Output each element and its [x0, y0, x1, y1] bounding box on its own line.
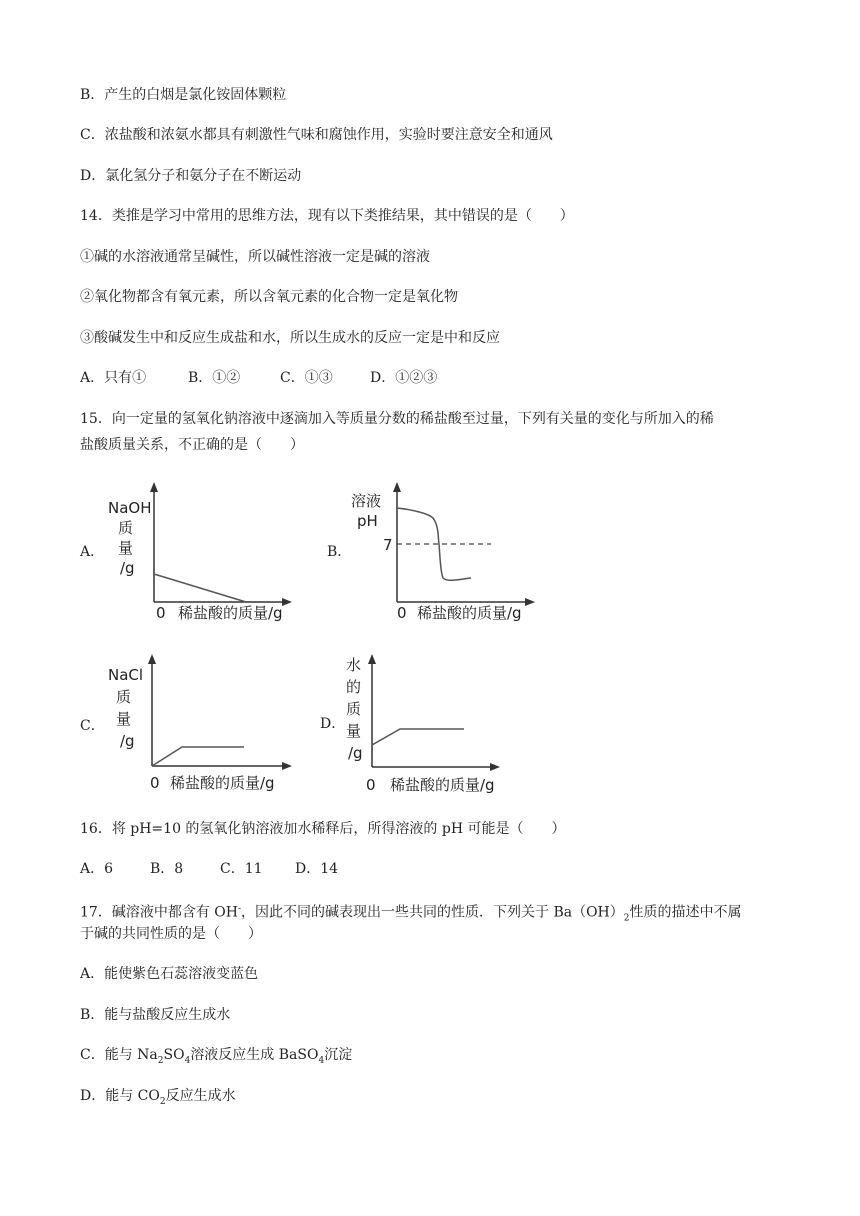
q17-c-part-a: C．能与 Na [80, 1047, 158, 1063]
graph-b-origin: 0 [397, 604, 407, 622]
graph-d-y-arrow [368, 654, 376, 664]
q16-option-b: B．8 [150, 861, 184, 877]
q17-c-sub-3: 4 [318, 1055, 325, 1066]
q14-option-a: A．只有① [80, 370, 147, 386]
graph-c-ylabel-2: 质 [116, 688, 132, 706]
q16-stem: 16．将 pH=10 的氢氧化钠溶液加水稀释后，所得溶液的 pH 可能是（ ） [80, 821, 566, 837]
graph-a-origin: 0 [156, 604, 166, 622]
q17-option-c [80, 1045, 352, 1071]
graph-d-origin: 0 [366, 776, 376, 794]
q15-graph-a-label: A． [80, 544, 105, 560]
graph-d-curve [372, 729, 464, 745]
q17-stem-sup: - [237, 904, 241, 914]
q16-option-a: A．6 [80, 861, 114, 877]
q17-stem-sub: 2 [623, 913, 630, 924]
q14-option-b: B．①② [188, 370, 241, 386]
q15-graph-b [345, 478, 545, 624]
q17-c-part-d: 沉淀 [324, 1047, 353, 1063]
graph-c-origin: 0 [150, 774, 160, 792]
q16-option-c: C．11 [220, 861, 263, 877]
q17-c-part-c: 溶液反应生成 BaSO [190, 1047, 319, 1063]
graph-d-x-arrow [490, 763, 500, 771]
graph-c-ylabel-4: /g [120, 732, 135, 750]
graph-c-ylabel-3: 量 [116, 710, 132, 728]
graph-a-ylabel-2: 质 [118, 519, 134, 537]
graph-a-xlabel: 稀盐酸的质量/g [178, 604, 283, 622]
q17-c-part-b: SO [163, 1047, 185, 1063]
q15-stem-line-1: 15．向一定量的氢氧化钠溶液中逐滴加入等质量分数的稀盐酸至过量，下列有关量的变化与所加入的稀 [80, 411, 714, 427]
graph-b-ylabel-1: 溶液 [351, 492, 382, 510]
q14-option-d: D．①②③ [370, 370, 438, 386]
q17-d-sub: 2 [159, 1096, 166, 1107]
q16-option-d: D．14 [295, 861, 339, 877]
graph-c-y-arrow [148, 654, 156, 664]
q17-stem-part-a: 17．碱溶液中都含有 OH [80, 904, 238, 921]
q16-options [80, 859, 338, 879]
q14-option-c: C．①③ [280, 370, 333, 386]
q14-item-3: ③酸碱发生中和反应生成盐和水，所以生成水的反应一定是中和反应 [80, 330, 500, 346]
graph-a-curve [154, 574, 246, 602]
q17-stem-part-b: ，因此不同的碱表现出一些共同的性质．下列关于 Ba（OH） [241, 904, 624, 921]
graph-b-y-arrow [393, 482, 401, 492]
graph-c-curve [152, 747, 244, 766]
graph-c-xlabel: 稀盐酸的质量/g [170, 774, 275, 792]
q13-option-b: B．产生的白烟是氯化铵固体颗粒 [80, 87, 287, 103]
q15-graph-b-label: B． [327, 544, 352, 560]
graph-a-y-arrow [150, 482, 158, 492]
q17-option-d [80, 1086, 236, 1112]
graph-a-ylabel-1: NaOH [108, 499, 152, 517]
q15-graph-c-label: C． [80, 718, 105, 734]
graph-d-ylabel-5: /g [348, 744, 363, 762]
graph-b-mark-7: 7 [383, 536, 393, 554]
q15-graph-a [100, 478, 300, 624]
q14-item-1: ①碱的水溶液通常呈碱性，所以碱性溶液一定是碱的溶液 [80, 249, 430, 265]
graph-d-ylabel-2: 的 [346, 678, 362, 696]
graph-c-x-arrow [282, 762, 292, 770]
graph-d-ylabel-4: 量 [346, 722, 362, 740]
q17-option-a: A．能使紫色石蕊溶液变蓝色 [80, 966, 259, 982]
graph-d-xlabel: 稀盐酸的质量/g [390, 776, 495, 794]
graph-a-ylabel-3: 量 [118, 539, 134, 557]
q14-item-2: ②氧化物都含有氧元素，所以含氧元素的化合物一定是氧化物 [80, 289, 458, 305]
q15-graph-d [340, 650, 540, 796]
graph-b-xlabel: 稀盐酸的质量/g [417, 604, 522, 622]
graph-a-ylabel-4: /g [120, 559, 135, 577]
q17-d-part-a: D．能与 CO [80, 1088, 160, 1104]
graph-b-ylabel-2: pH [357, 512, 378, 530]
q17-c-sub-1: 2 [157, 1055, 164, 1066]
q13-option-d: D．氯化氢分子和氨分子在不断运动 [80, 168, 302, 184]
graph-d-ylabel-3: 质 [346, 700, 362, 718]
q14-options [80, 368, 437, 388]
q13-option-c: C．浓盐酸和浓氨水都具有刺激性气味和腐蚀作用，实验时要注意安全和通风 [80, 127, 553, 143]
graph-d-ylabel-1: 水 [346, 656, 362, 674]
q17-stem-line-2: 于碱的共同性质的是（ ） [80, 926, 262, 942]
q14-stem: 14．类推是学习中常用的思维方法，现有以下类推结果，其中错误的是（ ） [80, 208, 574, 224]
graph-c-ylabel-1: NaCl [108, 666, 144, 684]
q15-graph-c [100, 650, 300, 796]
q15-stem-line-2: 盐酸质量关系，不正确的是（ ） [80, 437, 304, 453]
q17-option-b: B．能与盐酸反应生成水 [80, 1007, 231, 1023]
q17-stem-part-c: 性质的描述中不属 [629, 904, 742, 921]
q15-graph-d-label: D． [320, 716, 346, 732]
graph-a-x-arrow [282, 598, 292, 606]
q17-c-sub-2: 4 [184, 1055, 191, 1066]
q17-d-part-b: 反应生成水 [165, 1088, 236, 1104]
graph-b-x-arrow [525, 598, 535, 606]
